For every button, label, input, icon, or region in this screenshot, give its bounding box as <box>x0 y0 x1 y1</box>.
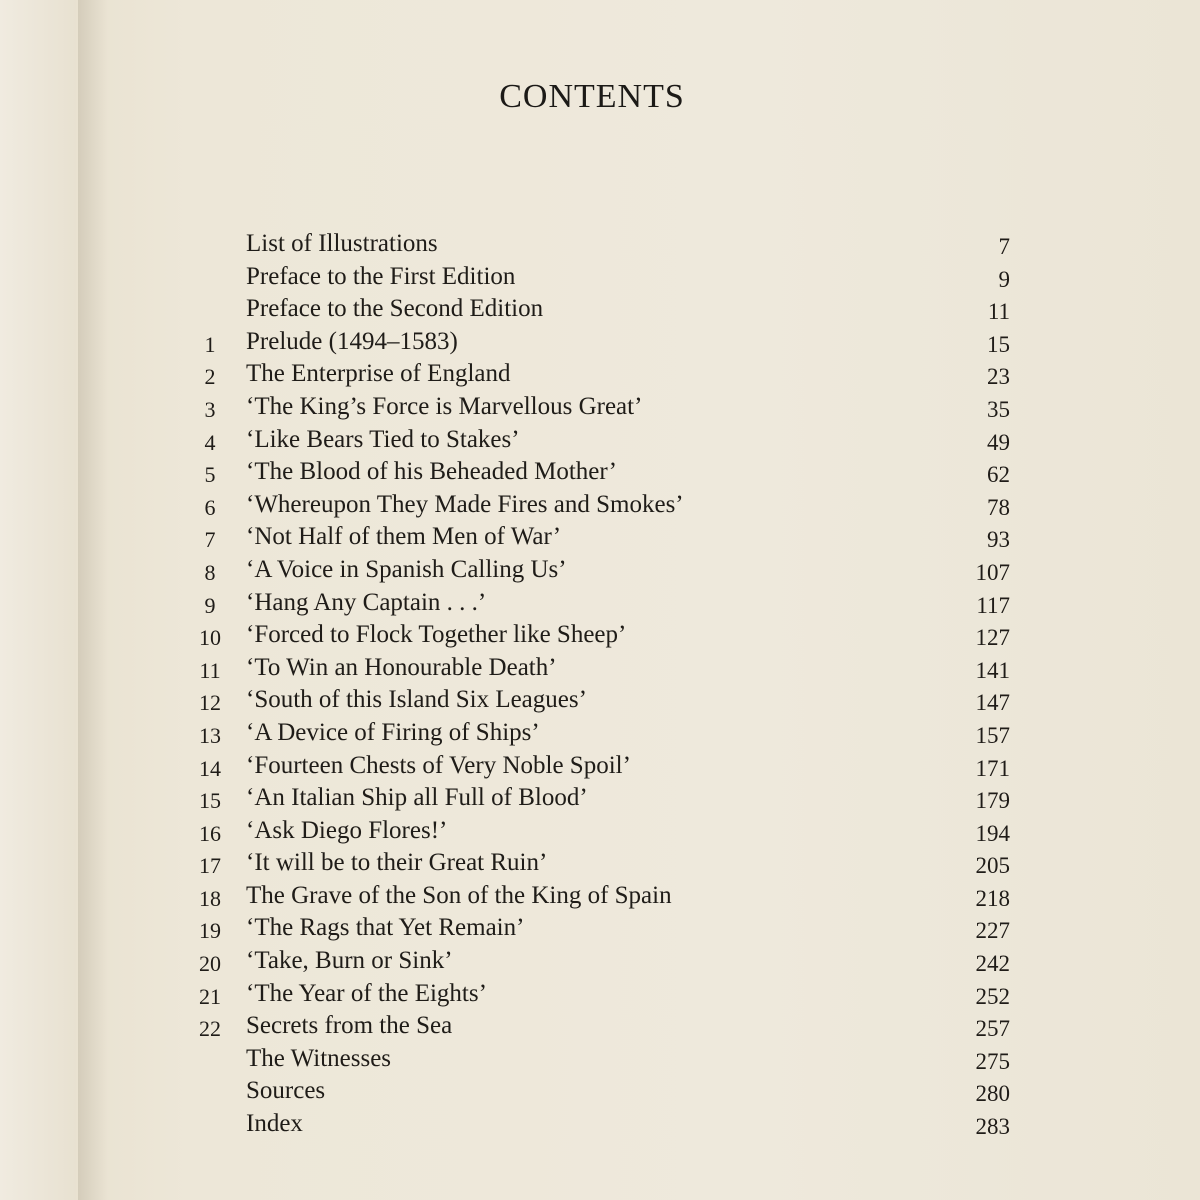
entry-title: ‘The Rags that Yet Remain’ <box>246 914 525 942</box>
gutter-shadow <box>78 0 108 1200</box>
chapter-number: 22 <box>199 1016 221 1042</box>
page-number: 242 <box>975 951 1010 977</box>
entry-title: List of Illustrations <box>246 230 438 257</box>
toc-entry <box>190 686 1010 719</box>
page-number: 280 <box>975 1081 1010 1107</box>
chapter-number: 14 <box>199 755 221 781</box>
page-number: 141 <box>975 657 1010 683</box>
page-number: 62 <box>987 462 1010 488</box>
chapter-number: 2 <box>204 364 216 390</box>
page-number: 283 <box>975 1114 1010 1140</box>
entry-title: ‘Like Bears Tied to Stakes’ <box>246 425 520 453</box>
entry-title: ‘A Voice in Spanish Calling Us’ <box>246 555 567 583</box>
page-number: 127 <box>975 625 1010 651</box>
entry-title: Secrets from the Sea <box>246 1012 453 1040</box>
facing-page-edge <box>0 0 78 1200</box>
toc-entry <box>190 523 1010 556</box>
page-number: 205 <box>975 853 1010 879</box>
entry-title: Preface to the Second Edition <box>246 295 544 323</box>
entry-title: ‘South of this Island Six Leagues’ <box>246 686 587 714</box>
page-number: 275 <box>975 1048 1010 1074</box>
entry-title: ‘A Device of Firing of Ships’ <box>246 718 540 746</box>
entry-title: The Grave of the Son of the King of Spain <box>246 881 672 909</box>
toc-entry <box>190 914 1010 947</box>
chapter-number: 13 <box>199 722 221 748</box>
toc-entry <box>190 980 1010 1013</box>
toc-entry <box>190 1077 1010 1110</box>
entry-title: ‘An Italian Ship all Full of Blood’ <box>246 784 588 812</box>
page-number: 11 <box>987 299 1010 325</box>
entry-title: Index <box>246 1110 303 1138</box>
toc-entry <box>190 1110 1010 1143</box>
toc-entry <box>190 719 1010 752</box>
chapter-number: 3 <box>204 396 216 422</box>
entry-title: ‘Ask Diego Flores!’ <box>246 816 448 844</box>
toc-entry <box>190 556 1010 589</box>
page-number: 227 <box>975 918 1010 944</box>
chapter-number: 11 <box>199 657 221 683</box>
chapter-number: 18 <box>199 885 221 911</box>
entry-title: The Enterprise of England <box>246 360 511 388</box>
toc-entry <box>190 458 1010 491</box>
entry-title: ‘The King’s Force is Marvellous Great’ <box>246 392 643 420</box>
chapter-number: 15 <box>199 788 221 814</box>
page-number: 218 <box>975 885 1010 911</box>
toc-entry <box>190 1012 1010 1045</box>
entry-title: ‘The Year of the Eights’ <box>246 979 487 1007</box>
page-number: 93 <box>987 527 1010 553</box>
entry-title: ‘The Blood of his Beheaded Mother’ <box>246 458 617 486</box>
entry-title: Preface to the First Edition <box>246 262 516 290</box>
chapter-number: 17 <box>199 853 221 879</box>
toc-entry <box>190 393 1010 426</box>
toc-entry <box>190 849 1010 882</box>
toc-entry <box>190 328 1010 361</box>
page-number: 194 <box>975 820 1010 846</box>
entry-title: ‘To Win an Honourable Death’ <box>246 653 557 681</box>
chapter-number: 9 <box>204 592 216 618</box>
toc-entry <box>190 295 1010 328</box>
page-number: 252 <box>975 983 1010 1009</box>
page-number: 117 <box>976 592 1010 618</box>
toc-entry <box>190 263 1010 296</box>
toc-entry <box>190 360 1010 393</box>
page-number: 107 <box>975 559 1010 585</box>
page-title: CONTENTS <box>499 78 685 115</box>
page-number: 157 <box>975 722 1010 748</box>
entry-title: Sources <box>246 1077 326 1105</box>
page-number: 78 <box>987 494 1010 520</box>
page-number: 179 <box>975 788 1010 814</box>
page-number: 147 <box>975 690 1010 716</box>
entry-title: ‘Take, Burn or Sink’ <box>246 947 453 975</box>
chapter-number: 5 <box>204 462 216 488</box>
entry-title: ‘Not Half of them Men of War’ <box>246 523 562 551</box>
chapter-number: 16 <box>199 820 221 846</box>
chapter-number: 19 <box>199 918 221 944</box>
page-number: 7 <box>998 234 1010 259</box>
chapter-number: 10 <box>199 625 221 651</box>
toc-entry <box>190 654 1010 687</box>
entry-title: ‘Whereupon They Made Fires and Smokes’ <box>246 490 684 518</box>
chapter-number: 20 <box>199 951 221 977</box>
page-number: 9 <box>998 266 1010 292</box>
entry-title: Prelude (1494–1583) <box>246 327 458 355</box>
entry-title: ‘It will be to their Great Ruin’ <box>246 849 548 877</box>
entry-title: ‘Forced to Flock Together like Sheep’ <box>246 621 627 649</box>
table-of-contents <box>190 230 1010 1143</box>
toc-entry <box>190 621 1010 654</box>
entry-title: ‘Hang Any Captain . . .’ <box>246 588 487 616</box>
toc-entry <box>190 230 1010 263</box>
toc-entry <box>190 784 1010 817</box>
toc-entry <box>190 752 1010 785</box>
toc-entry <box>190 882 1010 915</box>
page-number: 49 <box>987 429 1010 455</box>
page-number: 35 <box>987 396 1010 422</box>
page-number: 257 <box>975 1016 1010 1042</box>
toc-entry <box>190 817 1010 850</box>
chapter-number: 1 <box>204 331 216 357</box>
chapter-number: 7 <box>204 527 216 553</box>
page-number: 15 <box>987 331 1010 357</box>
chapter-number: 8 <box>204 559 216 585</box>
toc-entry <box>190 1045 1010 1078</box>
toc-entry <box>190 426 1010 459</box>
chapter-number: 6 <box>204 494 216 520</box>
page-number: 171 <box>975 755 1010 781</box>
toc-entry <box>190 491 1010 524</box>
chapter-number: 4 <box>204 429 216 455</box>
toc-entry <box>190 947 1010 980</box>
page-number: 23 <box>987 364 1010 390</box>
entry-title: The Witnesses <box>246 1044 392 1072</box>
chapter-number: 21 <box>199 983 221 1009</box>
toc-entry <box>190 589 1010 622</box>
entry-title: ‘Fourteen Chests of Very Noble Spoil’ <box>246 751 631 779</box>
chapter-number: 12 <box>199 690 221 716</box>
